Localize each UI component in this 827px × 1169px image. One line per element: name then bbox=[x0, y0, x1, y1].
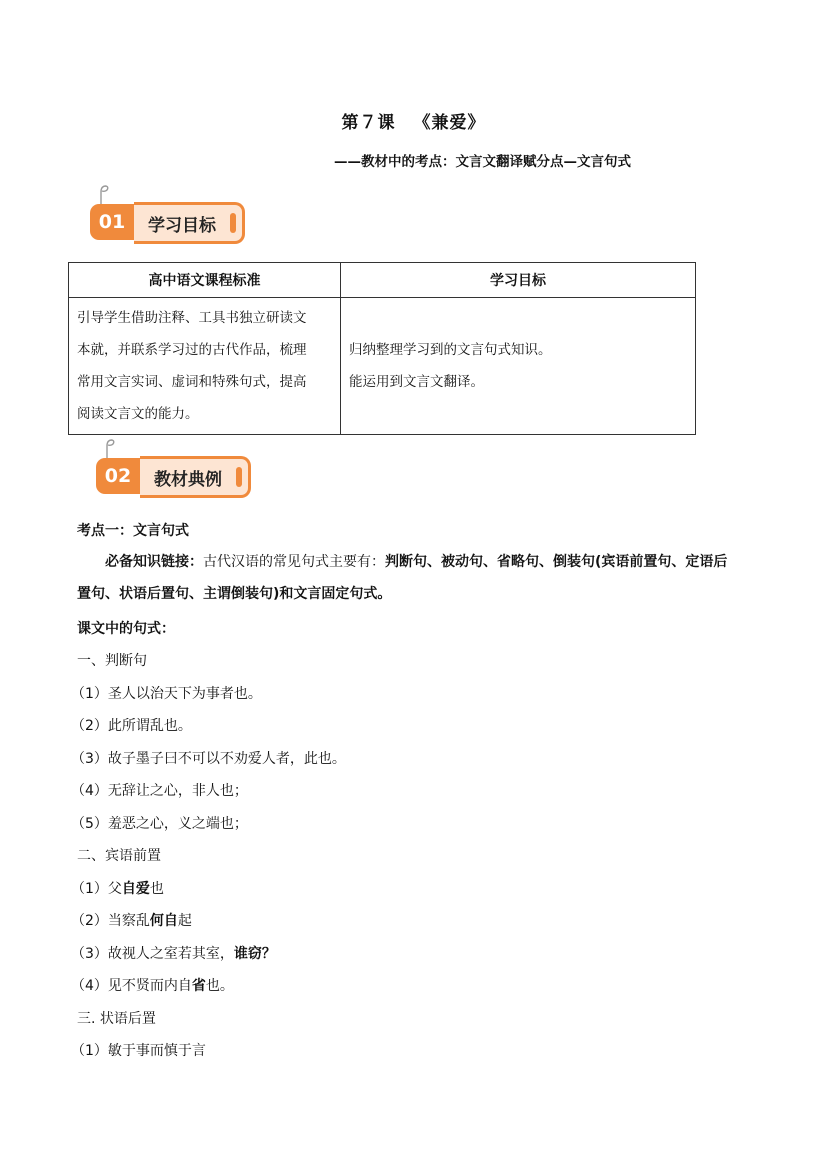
knowledge-bold-text: 置句、状语后置句、主谓倒装句)和文言固定句式。 bbox=[77, 586, 392, 602]
goal-line: 能运用到文言文翻译。 bbox=[349, 374, 484, 390]
section-badge-learning-goals bbox=[82, 200, 252, 244]
goals-table bbox=[68, 262, 696, 435]
list-item bbox=[71, 975, 234, 995]
knowledge-text: 古代汉语的常见句式主要有： bbox=[203, 554, 385, 570]
item-number: （2） bbox=[71, 718, 108, 734]
section-heading: 二、宾语前置 bbox=[77, 848, 161, 864]
page-title bbox=[0, 108, 827, 133]
list-item bbox=[71, 715, 192, 735]
item-number: （3） bbox=[71, 750, 108, 767]
list-item bbox=[71, 943, 276, 963]
knowledge-bold-text: 判断句、被动句、省略句、倒装句(宾语前置句、定语后 bbox=[385, 554, 728, 570]
emphasized-text: 自爱 bbox=[121, 880, 150, 897]
section-heading: 三. 状语后置 bbox=[77, 1010, 156, 1027]
table-header-goals: 学习目标 bbox=[341, 263, 696, 298]
badge-number: 02 bbox=[96, 458, 140, 494]
badge-number: 01 bbox=[90, 204, 134, 240]
lesson-name: 《兼爱》 bbox=[413, 113, 486, 133]
goal-line: 归纳整理学习到的文言句式知识。 bbox=[349, 342, 552, 358]
standard-line: 阅读文言文的能力。 bbox=[77, 406, 199, 422]
item-number: （1） bbox=[71, 1043, 108, 1059]
list-item bbox=[71, 780, 248, 800]
badge-label: 教材典例 bbox=[140, 456, 251, 498]
sprout-icon bbox=[102, 438, 116, 460]
standard-line: 引导学生借助注释、工具书独立研读文 bbox=[77, 310, 307, 326]
page-subtitle: ——教材中的考点：文言文翻译赋分点—文言句式 bbox=[334, 154, 631, 170]
sentence-text: 圣人以治天下为事者也。 bbox=[107, 685, 262, 702]
sentence-text: 故视人之室若其室， bbox=[107, 945, 234, 962]
sprout-icon bbox=[96, 184, 110, 206]
list-item bbox=[71, 683, 262, 703]
goals-cell bbox=[341, 298, 696, 435]
item-number: （5） bbox=[71, 815, 108, 832]
item-number: （3） bbox=[71, 945, 108, 962]
sentence-text: 羞恶之心，义之端也； bbox=[107, 815, 248, 832]
sentence-text: 父 bbox=[107, 880, 122, 897]
section-badge-textbook-examples bbox=[88, 454, 258, 498]
emphasized-text: 省 bbox=[191, 978, 206, 994]
item-number: （1） bbox=[71, 880, 108, 897]
sentence-text: 无辞让之心，非人也； bbox=[107, 783, 248, 799]
emphasized-text: 何自 bbox=[149, 913, 178, 929]
kaodian-heading: 考点一：文言句式 bbox=[77, 523, 189, 539]
sentence-text: 也。 bbox=[205, 978, 234, 994]
sentence-text: 此所谓乱也。 bbox=[107, 718, 192, 734]
section-heading: 一、判断句 bbox=[77, 653, 147, 669]
table-row bbox=[69, 298, 696, 435]
badge-label: 学习目标 bbox=[134, 202, 245, 244]
table-header-row bbox=[69, 263, 696, 298]
list-item bbox=[71, 878, 164, 898]
table-header-standard: 高中语文课程标准 bbox=[69, 263, 341, 298]
list-item bbox=[71, 1040, 206, 1060]
standard-line: 本就，并联系学习过的古代作品，梳理 bbox=[77, 342, 307, 358]
list-item bbox=[71, 748, 346, 768]
sentence-text: 故子墨子曰不可以不劝爱人者，此也。 bbox=[107, 750, 346, 767]
knowledge-label: 必备知识链接： bbox=[105, 554, 203, 570]
sentence-text: 当察乱 bbox=[107, 913, 150, 929]
sentence-text: 敏于事而慎于言 bbox=[107, 1043, 206, 1059]
kewen-heading: 课文中的句式： bbox=[77, 621, 175, 637]
sentence-text: 起 bbox=[177, 913, 192, 929]
item-number: （4） bbox=[71, 978, 108, 994]
emphasized-text: 谁窃？ bbox=[233, 945, 276, 962]
standard-line: 常用文言实词、虚词和特殊句式，提高 bbox=[77, 374, 307, 390]
sentence-text: 也 bbox=[149, 880, 164, 897]
list-item bbox=[71, 813, 248, 833]
standard-cell bbox=[69, 298, 341, 435]
item-number: （2） bbox=[71, 913, 108, 929]
lesson-number: 第７课 bbox=[341, 113, 396, 133]
knowledge-paragraph bbox=[77, 546, 767, 610]
sentence-text: 见不贤而内自 bbox=[107, 978, 192, 994]
item-number: （4） bbox=[71, 783, 108, 799]
item-number: （1） bbox=[71, 685, 108, 702]
list-item bbox=[71, 910, 192, 930]
